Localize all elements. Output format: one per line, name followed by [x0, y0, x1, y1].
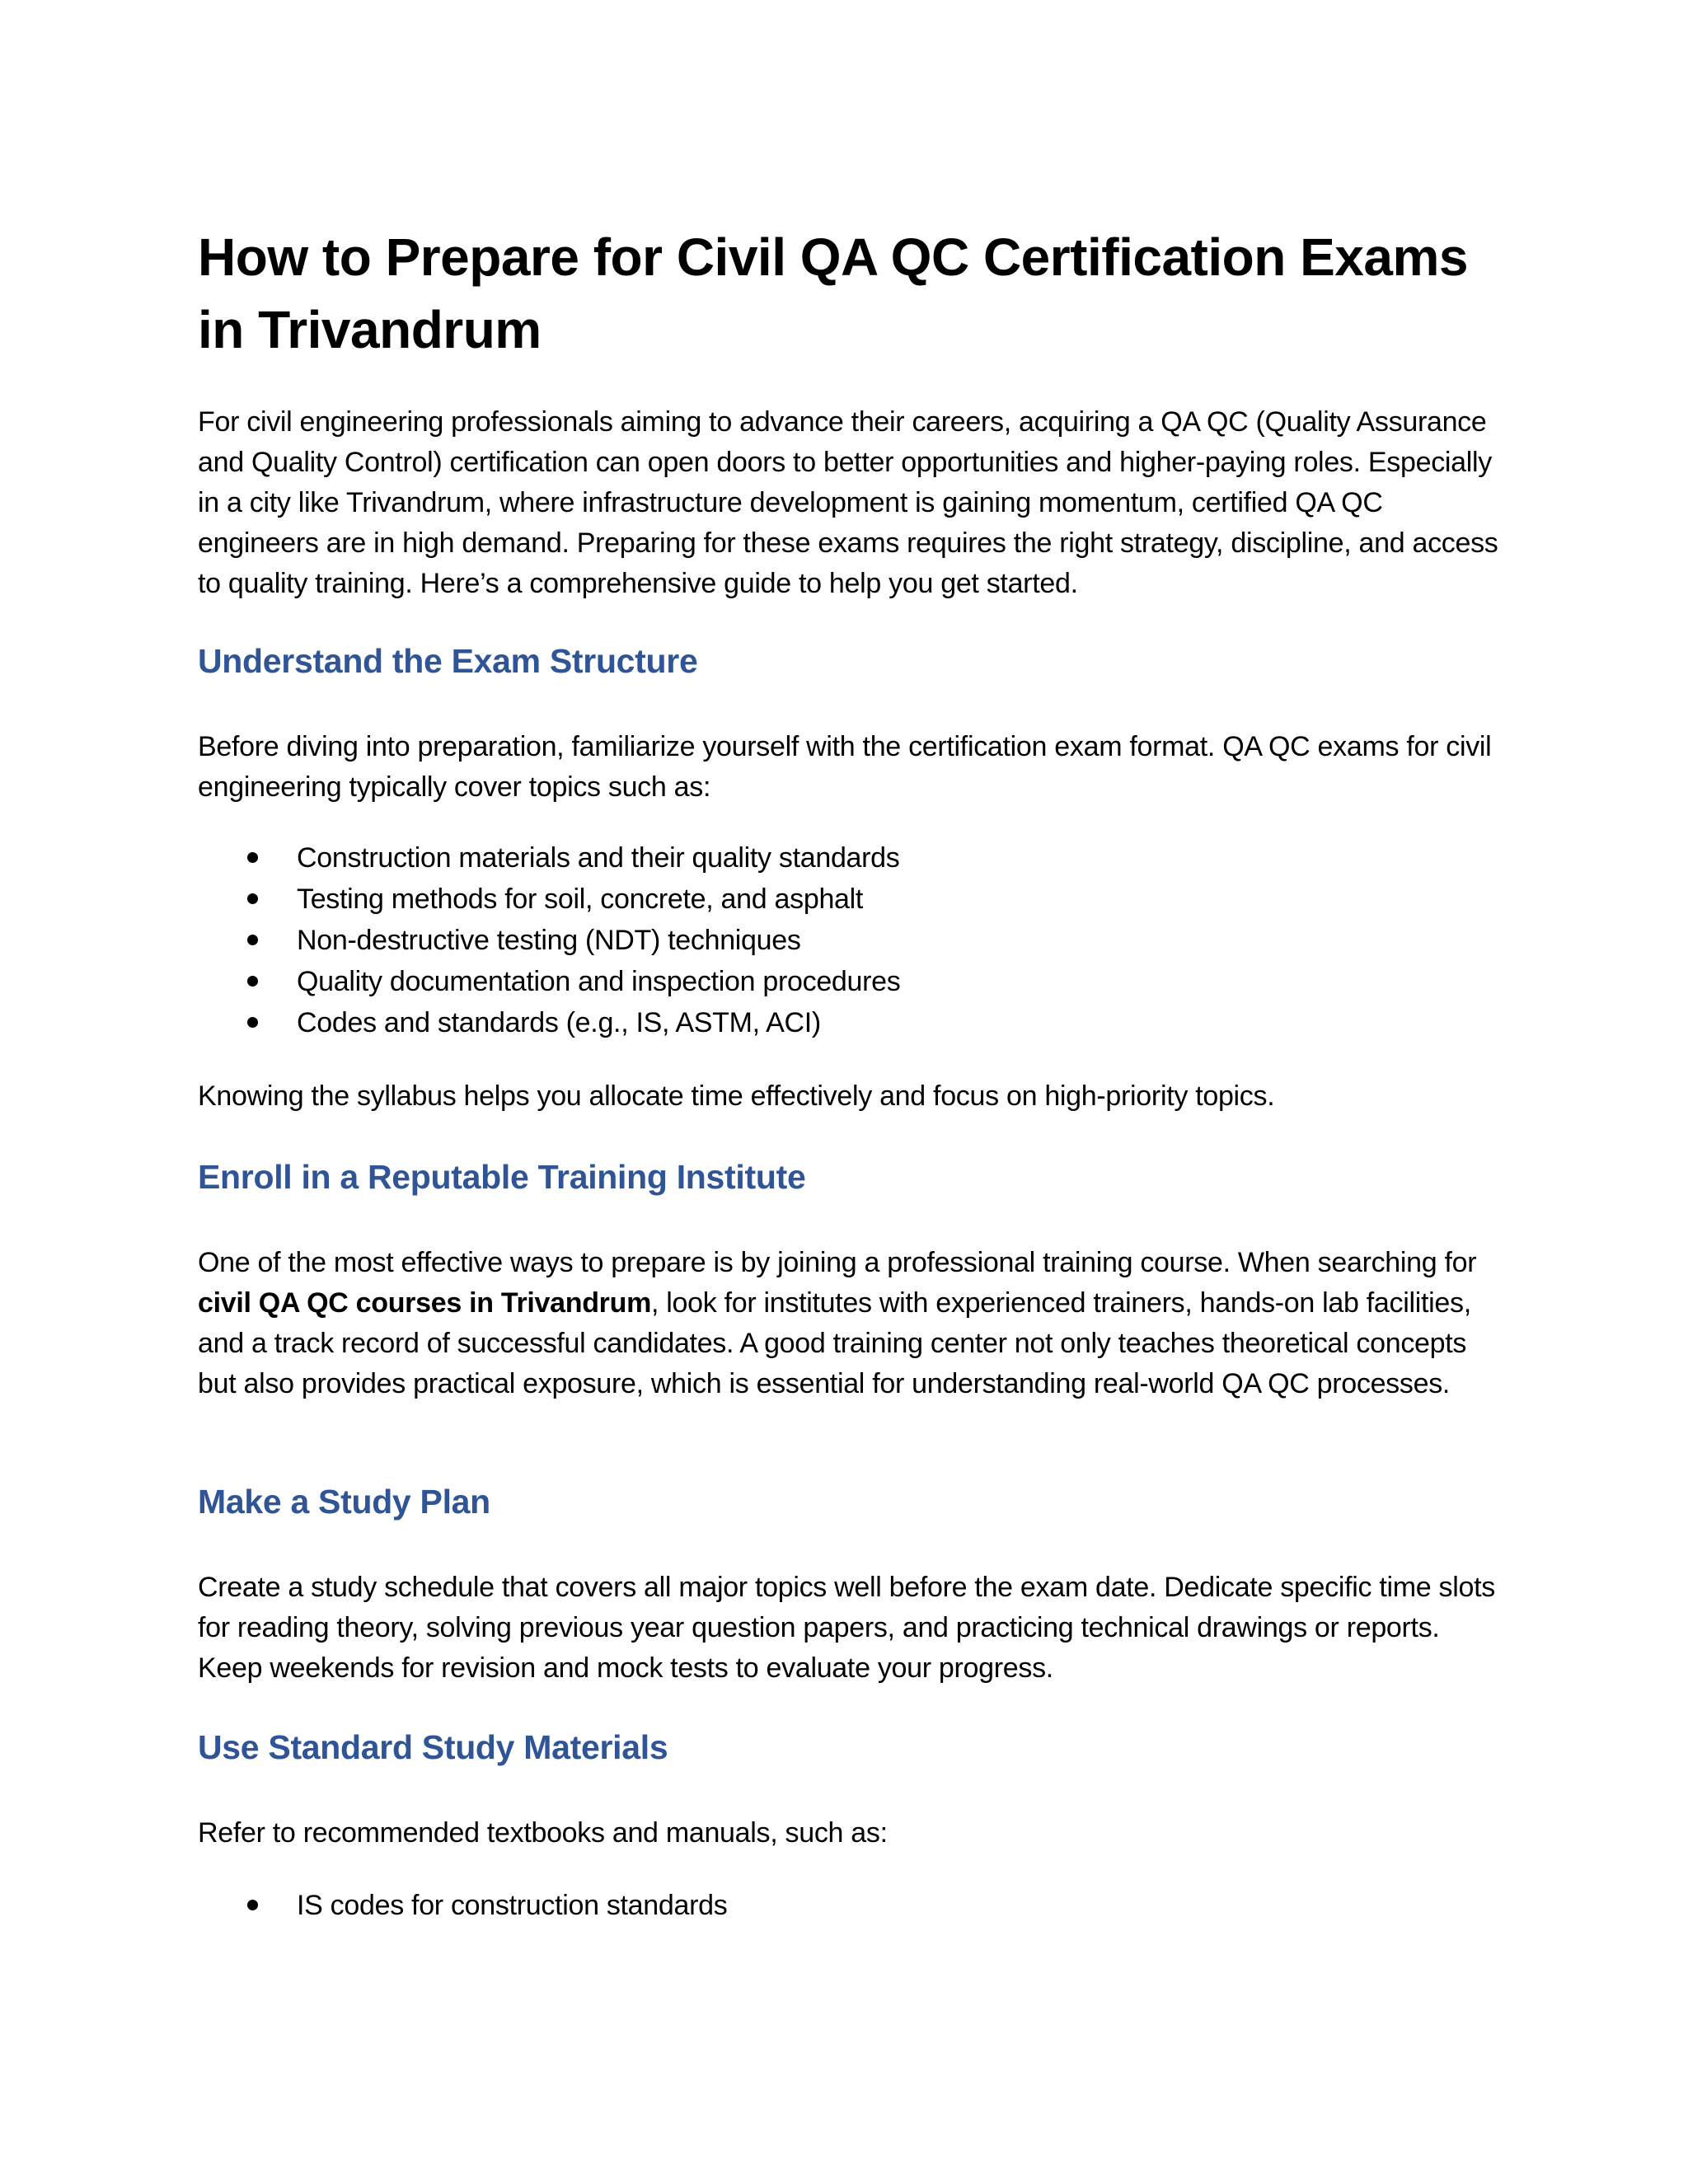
exam-topics-list [198, 837, 900, 1043]
list-item: Codes and standards (e.g., IS, ASTM, ACI) [198, 1002, 900, 1043]
bullet-icon [247, 1017, 258, 1028]
list-item: Construction materials and their quality standards [198, 837, 900, 879]
training-institute-paragraph: One of the most effective ways to prepare is by joining a professional training course. When searching for civil QA QC courses in Trivandrum, look for institutes with experienced trainers, hands-on lab facilities, and a track record of successful candidates. A good training center not only teaches theoretical concepts but also provides practical exposure, which is essential for understanding real-world QA QC processes. [198, 1247, 1477, 1399]
exam-structure-outro: Knowing the syllabus helps you allocate time effectively and focus on high-priority topics. [198, 1080, 1275, 1112]
list-item: Testing methods for soil, concrete, and asphalt [198, 879, 900, 920]
list-item: Quality documentation and inspection procedures [198, 961, 900, 1002]
section-heading-study-materials: Use Standard Study Materials [198, 1728, 668, 1766]
section-heading-study-plan: Make a Study Plan [198, 1483, 490, 1521]
study-plan-paragraph: Create a study schedule that covers all major topics well before the exam date. Dedicate specific time slots for reading theory, solving previous year question papers, and practicing technical drawings or reports. Keep weekends for revision and mock tests to evaluate your progress. [198, 1572, 1495, 1684]
section-heading-training-institute: Enroll in a Reputable Training Institute [198, 1158, 806, 1196]
document-page [198, 0, 1498, 2184]
list-item: Non-destructive testing (NDT) techniques [198, 920, 900, 961]
bullet-icon [247, 1900, 258, 1910]
bullet-icon [247, 852, 258, 863]
intro-paragraph: For civil engineering professionals aiming to advance their careers, acquiring a QA QC (Quality Assurance and Quality Control) certification can open doors to better opportunities and higher-paying roles. Especially in a city like Trivandrum, where infrastructure development is gaining momentum, certified QA QC engineers are in high demand. Preparing for these exams requires the right strategy, discipline, and access to quality training. Here’s a comprehensive guide to help you get started. [198, 406, 1498, 599]
exam-structure-intro: Before diving into preparation, familiarize yourself with the certification exam format. QA QC exams for civil engineering typically cover topics such as: [198, 731, 1492, 803]
bullet-icon [247, 976, 258, 987]
bullet-icon [247, 893, 258, 904]
study-materials-intro: Refer to recommended textbooks and manuals, such as: [198, 1817, 888, 1849]
section-heading-exam-structure: Understand the Exam Structure [198, 642, 698, 680]
page-title: How to Prepare for Civil QA QC Certification Exams in Trivandrum [198, 227, 1468, 359]
list-item: IS codes for construction standards [198, 1885, 727, 1926]
bullet-icon [247, 935, 258, 945]
highlighted-keyword: civil QA QC courses in Trivandrum [198, 1287, 652, 1319]
study-materials-list [198, 1885, 727, 1926]
